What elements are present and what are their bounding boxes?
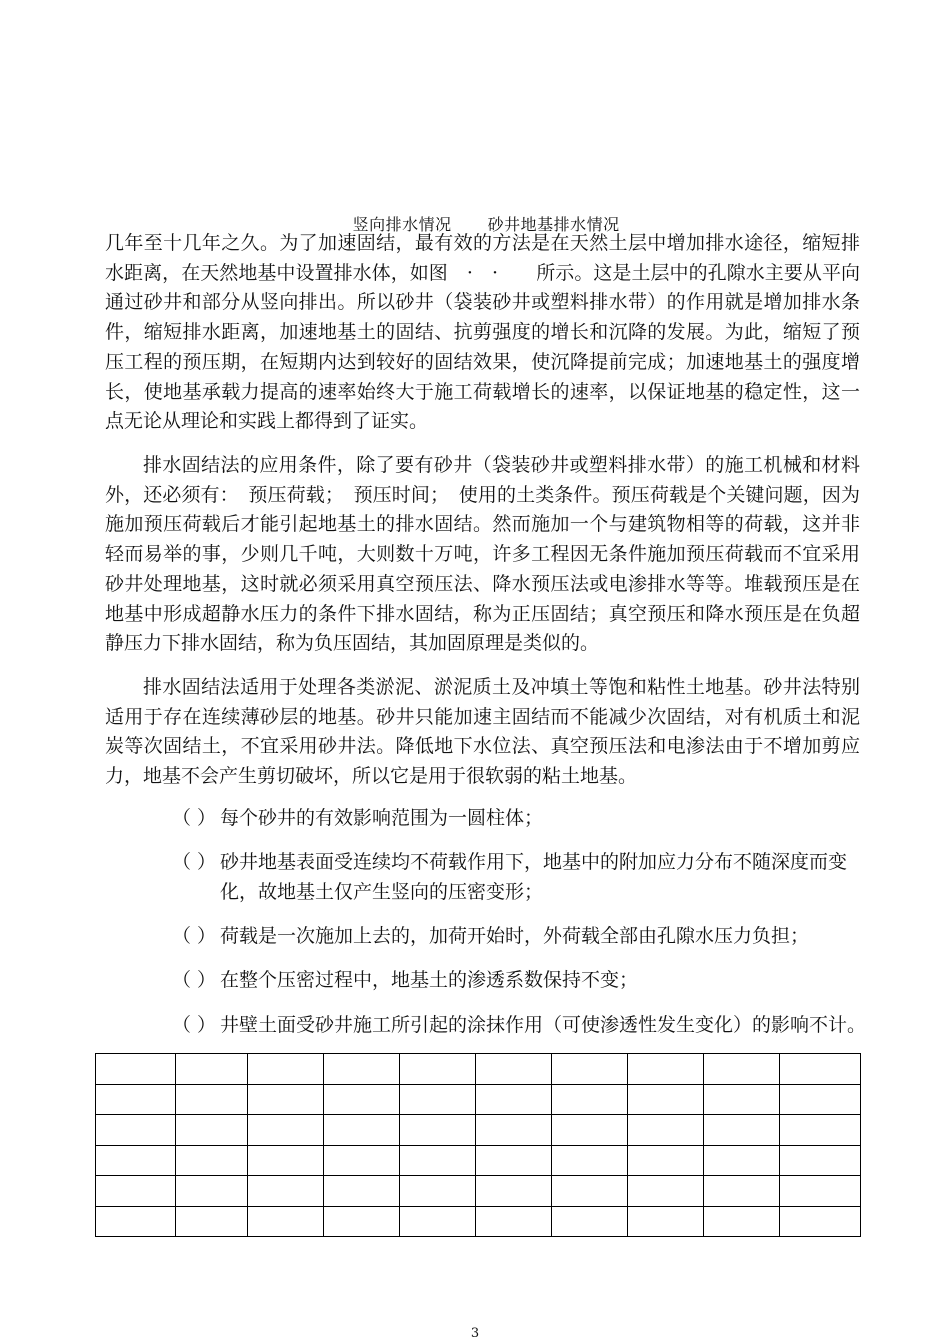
assumption-mark: （ ）: [172, 807, 217, 829]
assumption-text: 每个砂井的有效影响范围为一圆柱体；: [220, 807, 544, 829]
table-cell: [476, 1206, 552, 1237]
table-cell: [628, 1115, 704, 1146]
table-cell: [400, 1054, 476, 1085]
table-cell: [476, 1115, 552, 1146]
table-cell: [96, 1206, 176, 1237]
page-number: 3: [470, 1326, 480, 1341]
table-cell: [628, 1145, 704, 1176]
paragraph-1: 几年至十几年之久。为了加速固结，最有效的方法是在天然土层中增加排水途径，缩短排水距离，在天然地基中设置排水体，如图 · · 所示。这是土层中的孔隙水主要从平向通过砂井和部分从竖向排出。所以砂井（袋装砂井或塑料排水带）的作用就是增加排水条件，缩短排水距离，加速地基土的固结、抗剪强度的增长和沉降的发展。为此，缩短了预压工程的预压期，在短期内达到较好的固结效果，使沉降提前完成；加速地基土的强度增长，使地基承载力提高的速率始终大于施工荷载增长的速率，以保证地基的稳定性，这一点无论从理论和实践上都得到了证实。: [105, 232, 860, 433]
figure-caption-right: 砂井地基排水情况: [487, 215, 620, 234]
paragraph-2: 排水固结法的应用条件，除了要有砂井（袋装砂井或塑料排水带）的施工机械和材料外，还必须有： 预压荷载； 预压时间； 使用的土类条件。预压荷载是个关键问题，因为施加预压荷载后才能引起地基土的排水固结。然而施加一个与建筑物相等的荷载，这并非轻而易举的事，少则几千吨，大则数十万吨，许多工程因无条件施加预压荷载而不宜采用砂井处理地基，这时就必须采用真空预压法、降水预压法或电渗排水等等。堆载预压是在地基中形成超静水压力的条件下排水固结，称为正压固结；真空预压和降水预压是在负超静压力下排水固结，称为负压固结，其加固原理是类似的。: [105, 454, 860, 655]
table-cell: [552, 1206, 628, 1237]
table-row: [96, 1054, 861, 1085]
assumption-item: [172, 1011, 872, 1041]
table-cell: [704, 1145, 780, 1176]
table-cell: [176, 1054, 248, 1085]
assumption-text: 荷载是一次施加上去的，加荷开始时，外荷载全部由孔隙水压力负担；: [220, 925, 810, 947]
table-row: [96, 1084, 861, 1115]
table-cell: [324, 1054, 400, 1085]
table-cell: [248, 1176, 324, 1207]
table-cell: [400, 1084, 476, 1115]
assumption-text: 在整个压密过程中，地基土的渗透系数保持不变；: [220, 969, 639, 991]
assumption-text: 砂井地基表面受连续均不荷载作用下，地基中的附加应力分布不随深度而变化，故地基土仅产生竖向的压密变形；: [220, 851, 848, 903]
table-cell: [552, 1145, 628, 1176]
table-cell: [704, 1206, 780, 1237]
table-cell: [476, 1176, 552, 1207]
empty-table: [95, 1053, 861, 1237]
assumption-text: 井壁土面受砂井施工所引起的涂抹作用（可使渗透性发生变化）的影响不计。: [220, 1014, 867, 1036]
table-row: [96, 1176, 861, 1207]
table-cell: [324, 1084, 400, 1115]
table-cell: [324, 1176, 400, 1207]
table-cell: [476, 1145, 552, 1176]
table-cell: [400, 1145, 476, 1176]
table-cell: [704, 1084, 780, 1115]
table-cell: [248, 1206, 324, 1237]
table-cell: [552, 1084, 628, 1115]
table-cell: [400, 1176, 476, 1207]
assumption-mark: （ ）: [172, 851, 217, 873]
table-cell: [704, 1176, 780, 1207]
assumption-item: [172, 922, 872, 952]
assumption-mark: （ ）: [172, 1014, 217, 1036]
table-cell: [96, 1145, 176, 1176]
table-cell: [780, 1054, 861, 1085]
table-cell: [780, 1176, 861, 1207]
table-cell: [248, 1084, 324, 1115]
table-cell: [628, 1084, 704, 1115]
table-cell: [324, 1145, 400, 1176]
table-cell: [176, 1145, 248, 1176]
table-cell: [324, 1206, 400, 1237]
figure-caption-left: 竖向排水情况: [352, 215, 452, 234]
table-cell: [476, 1054, 552, 1085]
table-row: [96, 1115, 861, 1146]
table-row: [96, 1145, 861, 1176]
assumption-mark: （ ）: [172, 925, 217, 947]
assumption-item: [172, 848, 872, 907]
table-cell: [552, 1054, 628, 1085]
assumption-mark: （ ）: [172, 969, 217, 991]
table-cell: [248, 1054, 324, 1085]
assumption-item: [172, 966, 872, 996]
table-cell: [552, 1115, 628, 1146]
table-cell: [704, 1115, 780, 1146]
table-cell: [96, 1115, 176, 1146]
table-cell: [780, 1084, 861, 1115]
table-cell: [628, 1054, 704, 1085]
table-cell: [628, 1206, 704, 1237]
paragraph-3: 排水固结法适用于处理各类淤泥、淤泥质土及冲填土等饱和粘性土地基。砂井法特别适用于存在连续薄砂层的地基。砂井只能加速主固结而不能减少次固结，对有机质土和泥炭等次固结土，不宜采用砂井法。降低地下水位法、真空预压法和电渗法由于不增加剪应力，地基不会产生剪切破坏，所以它是用于很软弱的粘土地基。: [105, 676, 860, 788]
table-cell: [476, 1084, 552, 1115]
table-cell: [96, 1176, 176, 1207]
table-row: [96, 1206, 861, 1237]
table-cell: [704, 1054, 780, 1085]
table-cell: [176, 1084, 248, 1115]
table-cell: [176, 1206, 248, 1237]
table-cell: [552, 1176, 628, 1207]
table-cell: [780, 1145, 861, 1176]
table-cell: [780, 1115, 861, 1146]
table-cell: [248, 1115, 324, 1146]
table-cell: [324, 1115, 400, 1146]
table-cell: [248, 1145, 324, 1176]
table-cell: [780, 1206, 861, 1237]
table-cell: [400, 1206, 476, 1237]
table-cell: [628, 1176, 704, 1207]
table-cell: [400, 1115, 476, 1146]
table-cell: [96, 1084, 176, 1115]
table-cell: [176, 1176, 248, 1207]
table-cell: [96, 1054, 176, 1085]
assumption-item: [172, 804, 872, 834]
table-cell: [176, 1115, 248, 1146]
